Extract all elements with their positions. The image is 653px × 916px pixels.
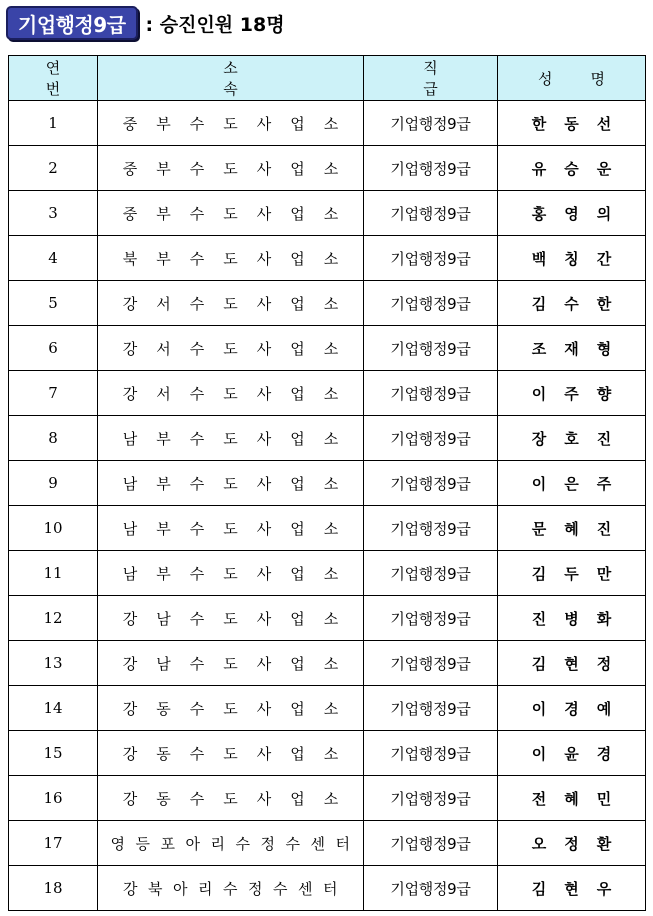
row-grade: 기업행정9급 xyxy=(364,146,498,191)
row-department: 강동수도사업소 xyxy=(98,731,364,776)
table-row xyxy=(9,731,646,776)
row-number: 5 xyxy=(9,281,98,326)
table-row xyxy=(9,641,646,686)
row-department: 중부수도사업소 xyxy=(98,146,364,191)
table-row xyxy=(9,101,646,146)
column-header-grade: 직급 xyxy=(364,56,498,101)
table-row xyxy=(9,461,646,506)
row-grade: 기업행정9급 xyxy=(364,506,498,551)
table-row xyxy=(9,371,646,416)
row-grade: 기업행정9급 xyxy=(364,866,498,911)
row-grade: 기업행정9급 xyxy=(364,101,498,146)
row-department: 강서수도사업소 xyxy=(98,326,364,371)
table-row xyxy=(9,326,646,371)
row-name: 백칭간 xyxy=(498,236,646,281)
row-department: 중부수도사업소 xyxy=(98,101,364,146)
row-department: 북부수도사업소 xyxy=(98,236,364,281)
row-department: 중부수도사업소 xyxy=(98,191,364,236)
row-name: 이주향 xyxy=(498,371,646,416)
table-row xyxy=(9,596,646,641)
row-name: 전혜민 xyxy=(498,776,646,821)
row-number: 3 xyxy=(9,191,98,236)
row-number: 8 xyxy=(9,416,98,461)
row-grade: 기업행정9급 xyxy=(364,191,498,236)
row-department: 강서수도사업소 xyxy=(98,281,364,326)
table-row xyxy=(9,506,646,551)
row-department: 강동수도사업소 xyxy=(98,686,364,731)
promotion-table xyxy=(8,55,646,911)
row-grade: 기업행정9급 xyxy=(364,821,498,866)
row-number: 15 xyxy=(9,731,98,776)
row-name: 이은주 xyxy=(498,461,646,506)
row-number: 16 xyxy=(9,776,98,821)
row-name: 홍영의 xyxy=(498,191,646,236)
row-department: 강북아리수정수센터 xyxy=(98,866,364,911)
row-number: 11 xyxy=(9,551,98,596)
row-number: 10 xyxy=(9,506,98,551)
row-department: 남부수도사업소 xyxy=(98,551,364,596)
row-department: 남부수도사업소 xyxy=(98,506,364,551)
table-row xyxy=(9,866,646,911)
row-number: 4 xyxy=(9,236,98,281)
row-number: 13 xyxy=(9,641,98,686)
row-name: 장호진 xyxy=(498,416,646,461)
row-number: 7 xyxy=(9,371,98,416)
row-number: 9 xyxy=(9,461,98,506)
row-grade: 기업행정9급 xyxy=(364,236,498,281)
row-name: 이윤경 xyxy=(498,731,646,776)
row-name: 유승운 xyxy=(498,146,646,191)
row-number: 6 xyxy=(9,326,98,371)
column-header-department: 소속 xyxy=(98,56,364,101)
row-name: 김현정 xyxy=(498,641,646,686)
row-grade: 기업행정9급 xyxy=(364,731,498,776)
table-row xyxy=(9,146,646,191)
row-grade: 기업행정9급 xyxy=(364,686,498,731)
column-header-name: 성명 xyxy=(498,56,646,101)
table-row xyxy=(9,821,646,866)
row-grade: 기업행정9급 xyxy=(364,776,498,821)
row-department: 남부수도사업소 xyxy=(98,416,364,461)
row-name: 김두만 xyxy=(498,551,646,596)
row-grade: 기업행정9급 xyxy=(364,281,498,326)
row-name: 한동선 xyxy=(498,101,646,146)
row-number: 18 xyxy=(9,866,98,911)
row-department: 강남수도사업소 xyxy=(98,596,364,641)
row-grade: 기업행정9급 xyxy=(364,416,498,461)
table-row xyxy=(9,686,646,731)
row-grade: 기업행정9급 xyxy=(364,326,498,371)
row-name: 문혜진 xyxy=(498,506,646,551)
row-department: 강동수도사업소 xyxy=(98,776,364,821)
row-number: 2 xyxy=(9,146,98,191)
row-department: 영등포아리수정수센터 xyxy=(98,821,364,866)
row-name: 이경예 xyxy=(498,686,646,731)
table-header-row xyxy=(9,56,646,101)
row-number: 12 xyxy=(9,596,98,641)
row-department: 남부수도사업소 xyxy=(98,461,364,506)
table-row xyxy=(9,281,646,326)
row-grade: 기업행정9급 xyxy=(364,551,498,596)
row-grade: 기업행정9급 xyxy=(364,641,498,686)
row-number: 1 xyxy=(9,101,98,146)
table-row xyxy=(9,416,646,461)
row-name: 오정환 xyxy=(498,821,646,866)
grade-badge: 기업행정9급 xyxy=(6,6,138,40)
table-row xyxy=(9,551,646,596)
row-number: 14 xyxy=(9,686,98,731)
row-grade: 기업행정9급 xyxy=(364,596,498,641)
row-grade: 기업행정9급 xyxy=(364,461,498,506)
title-row xyxy=(6,4,285,42)
row-name: 김수한 xyxy=(498,281,646,326)
column-header-number: 연번 xyxy=(9,56,98,101)
table-row xyxy=(9,191,646,236)
row-name: 김현우 xyxy=(498,866,646,911)
row-grade: 기업행정9급 xyxy=(364,371,498,416)
row-number: 17 xyxy=(9,821,98,866)
table-row xyxy=(9,236,646,281)
row-department: 강서수도사업소 xyxy=(98,371,364,416)
row-name: 진병화 xyxy=(498,596,646,641)
promotion-count: : 승진인원 18명 xyxy=(145,13,285,36)
table-row xyxy=(9,776,646,821)
row-department: 강남수도사업소 xyxy=(98,641,364,686)
row-name: 조재형 xyxy=(498,326,646,371)
